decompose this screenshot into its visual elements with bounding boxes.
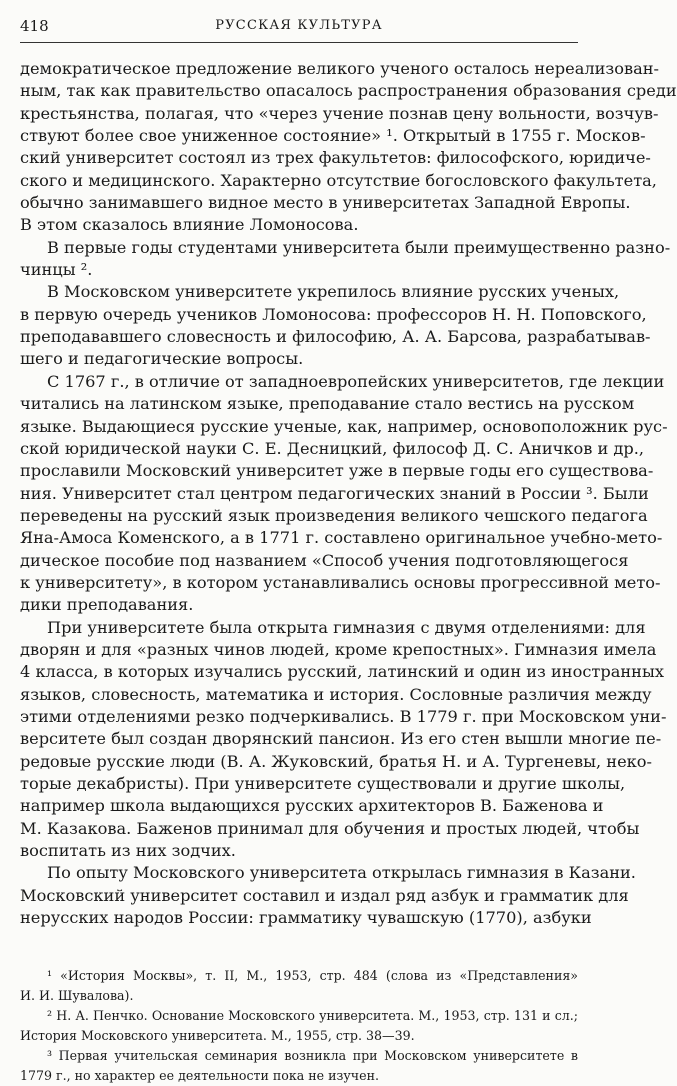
text-line: воспитать из них зодчих. xyxy=(20,841,236,861)
text-line: чинцы ². xyxy=(20,260,93,280)
body-text xyxy=(20,58,677,929)
text-line: ния. Университет стал центром педагогических знаний в России ³. Были xyxy=(20,483,649,503)
text-line: нерусских народов России: грамматику чувашскую (1770), азбуки xyxy=(20,908,592,928)
page-header xyxy=(20,0,578,44)
running-title: РУССКАЯ КУЛЬТУРА xyxy=(215,18,383,33)
text-line: например школа выдающихся русских архитекторов В. Баженова и xyxy=(20,796,604,816)
text-line: Московский университет составил и издал ряд азбук и грамматик для xyxy=(20,885,629,905)
text-line: ствуют более свое униженное состояние» ¹. Открытый в 1755 г. Москов- xyxy=(20,126,646,146)
text-line: В этом сказалось влияние Ломоносова. xyxy=(20,215,359,235)
footnote-line: История Московского университета. М., 1955, стр. 38—39. xyxy=(20,1028,415,1044)
text-line: 4 класса, в которых изучались русский, латинский и один из иностранных xyxy=(20,662,664,682)
text-line: в первую очередь учеников Ломоносова: профессоров Н. Н. Поповского, xyxy=(20,304,647,324)
text-line: Яна-Амоса Коменского, а в 1771 г. составлено оригинальное учебно-мето- xyxy=(20,528,663,548)
text-line: При университете была открыта гимназия с двумя отделениями: для xyxy=(47,617,646,637)
text-line: демократическое предложение великого ученого осталось нереализован- xyxy=(20,59,660,78)
text-line: В первые годы студентами университета были преимущественно разно- xyxy=(47,237,671,257)
footnote-line: ³ Первая учительская семинария возникла при Московском университете в xyxy=(47,1048,578,1064)
text-line: По опыту Московского университета открылась гимназия в Казани. xyxy=(47,863,636,883)
text-line: В Московском университете укрепилось влияние русских ученых, xyxy=(47,282,620,302)
text-line: обычно занимавшего видное место в университетах Западной Европы. xyxy=(20,193,631,213)
text-line: ского и медицинского. Характерно отсутствие богословского факультета, xyxy=(20,170,657,190)
text-line: преподававшего словесность и философию, А. А. Барсова, разрабатывав- xyxy=(20,327,651,347)
text-line: шего и педагогические вопросы. xyxy=(20,349,304,369)
text-line: С 1767 г., в отличие от западноевропейских университетов, где лекции xyxy=(47,371,665,391)
text-line: языков, словесность, математика и история. Сословные различия между xyxy=(20,684,652,704)
text-line: к университету», в котором устанавливались основы прогрессивной мето- xyxy=(20,572,661,592)
page-number: 418 xyxy=(20,17,49,35)
text-line: языке. Выдающиеся русские ученые, как, например, основоположник рус- xyxy=(20,416,668,436)
text-line: дворян и для «разных чинов людей, кроме крепостных». Гимназия имела xyxy=(20,639,657,659)
footnote-line: И. И. Шувалова). xyxy=(20,988,134,1004)
text-line: ский университет состоял из трех факультетов: философского, юридиче- xyxy=(20,148,651,168)
text-line: редовые русские люди (В. А. Жуковский, братья Н. и А. Тургеневы, неко- xyxy=(20,751,652,771)
text-line: верситете был создан дворянский пансион. Из его стен вышли многие пе- xyxy=(20,729,662,749)
text-line: торые декабристы). При университете существовали и другие школы, xyxy=(20,774,626,793)
text-line: ным, так как правительство опасалось распространения образования среди xyxy=(20,81,677,101)
footnote-line: ² Н. А. Пенчко. Основание Московского университета. М., 1953, стр. 131 и сл.; xyxy=(47,1008,578,1024)
text-line: дики преподавания. xyxy=(20,595,194,615)
footnote-line: ¹ «История Москвы», т. II, М., 1953, стр. 484 (слова из «Представления» xyxy=(47,968,578,984)
text-line: читались на латинском языке, преподавание стало вестись на русском xyxy=(20,394,635,414)
text-line: М. Казакова. Баженов принимал для обучения и простых людей, чтобы xyxy=(20,818,640,838)
text-line: этими отделениями резко подчеркивались. В 1779 г. при Московском уни- xyxy=(20,706,667,726)
header-rule xyxy=(20,42,578,43)
text-line: дическое пособие под названием «Способ учения подготовляющегося xyxy=(20,550,629,570)
footnotes xyxy=(20,966,578,1086)
text-line: прославили Московский университет уже в первые годы его существова- xyxy=(20,461,654,481)
text-line: крестьянства, полагая, что «через учение познав цену вольности, возчув- xyxy=(20,103,659,123)
footnote-line: 1779 г., но характер ее деятельности пока не изучен. xyxy=(20,1068,379,1084)
text-line: переведены на русский язык произведения великого чешского педагога xyxy=(20,505,648,525)
text-line: ской юридической науки С. Е. Десницкий, философ Д. С. Аничков и др., xyxy=(20,438,645,458)
